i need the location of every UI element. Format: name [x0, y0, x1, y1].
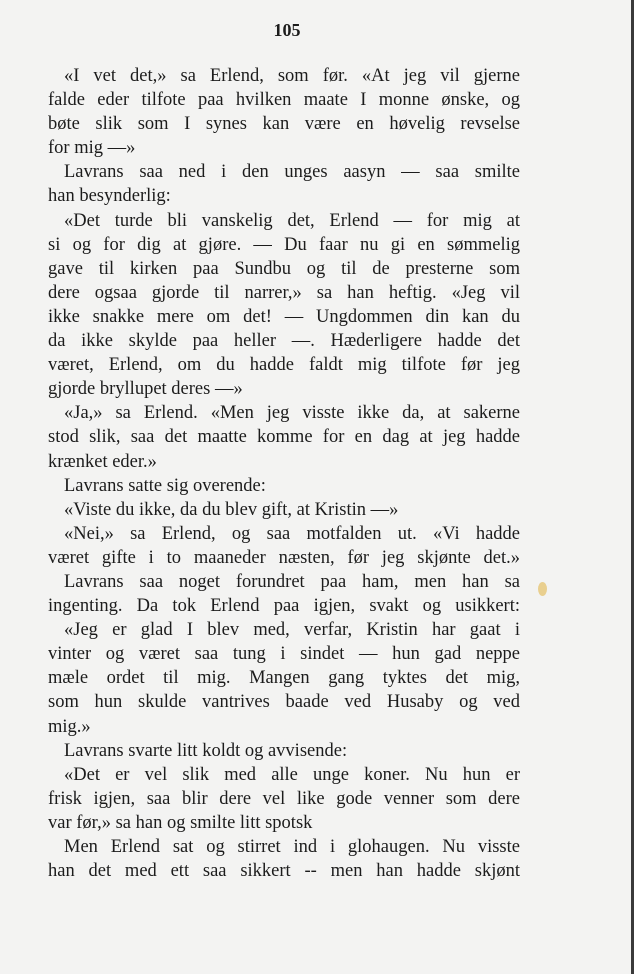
text-line: «Ja,» sa Erlend. «Men jeg visste ikke da, at sakerne	[64, 403, 520, 424]
text-line: «Viste du ikke, da du blev gift, at Kristin —»	[64, 499, 399, 520]
text-line: krænket eder.»	[48, 451, 157, 472]
text-line: Lavrans svarte litt koldt og avvisende:	[64, 740, 348, 761]
text-line: gave til kirken paa Sundbu og til de presterne som	[48, 258, 520, 279]
text-line: si og for dig at gjøre. — Du faar nu gi en sømmelig	[48, 234, 520, 255]
paper-stain	[538, 582, 547, 596]
text-line: bøte slik som I synes kan være en høvelig revselse	[48, 114, 520, 135]
text-line: vinter og været saa tung i sindet — hun gad neppe	[48, 644, 520, 665]
text-line: gjorde bryllupet deres —»	[48, 379, 243, 400]
text-line: mæle ordet til mig. Mangen gang tyktes det mig,	[48, 668, 520, 689]
text-line: ikke snakke mere om det! — Ungdommen din kan du	[48, 306, 520, 327]
text-line: dere ogsaa gjorde til narrer,» sa han heftig. «Jeg vil	[48, 282, 520, 303]
text-line: han det med ett saa sikkert -- men han hadde skjønt	[48, 861, 520, 882]
text-line: Lavrans saa ned i den unges aasyn — saa smilte	[64, 162, 520, 183]
text-line: han besynderlig:	[48, 186, 171, 207]
text-line: «Jeg er glad I blev med, verfar, Kristin har gaat i	[64, 620, 520, 641]
text-line: været, Erlend, om du hadde faldt mig tilfote før jeg	[48, 355, 520, 376]
text-line: som hun skulde vantrives baade ved Husaby og ved	[48, 692, 520, 713]
body-text	[48, 64, 520, 883]
text-line: «I vet det,» sa Erlend, som før. «At jeg vil gjerne	[64, 66, 520, 86]
text-line: Men Erlend sat og stirret ind i glohaugen. Nu visste	[64, 837, 520, 857]
text-line: mig.»	[48, 716, 91, 737]
text-line: da ikke skylde paa heller —. Hæderligere hadde det	[48, 331, 520, 352]
text-line: var før,» sa han og smilte litt spotsk	[48, 812, 313, 833]
text-line: «Nei,» sa Erlend, og saa motfalden ut. «Vi hadde	[64, 523, 520, 544]
text-line: frisk igjen, saa blir dere vel like gode venner som dere	[48, 788, 520, 809]
text-line: falde eder tilfote paa hvilken maate I monne ønske, og	[48, 90, 520, 111]
text-line: «Det er vel slik med alle unge koner. Nu hun er	[64, 764, 520, 785]
text-line: for mig —»	[48, 138, 136, 159]
page-number: 105	[273, 20, 301, 40]
text-line: stod slik, saa det maatte komme for en dag at jeg hadde	[48, 427, 520, 448]
text-line: Lavrans satte sig overende:	[64, 475, 266, 496]
text-line: «Det turde bli vanskelig det, Erlend — for mig at	[64, 210, 520, 231]
text-line: Lavrans saa noget forundret paa ham, men han sa	[64, 571, 520, 592]
text-line: ingenting. Da tok Erlend paa igjen, svakt og usikkert:	[48, 596, 520, 617]
text-line: været gifte i to maaneder næsten, før jeg skjønte det.»	[48, 547, 520, 568]
